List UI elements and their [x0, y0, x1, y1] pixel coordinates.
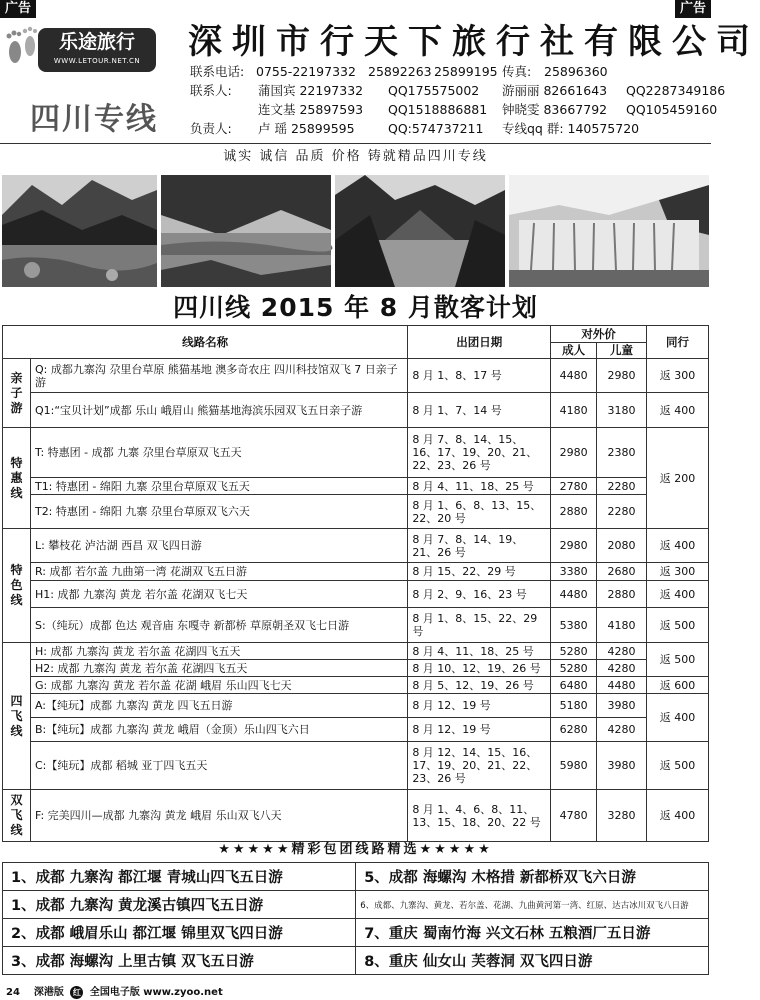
table-row — [3, 694, 709, 718]
adult-price: 5180 — [551, 694, 597, 718]
edition-badge-icon: 红 — [70, 986, 83, 999]
child-price: 2880 — [597, 581, 647, 608]
adult-price: 6480 — [551, 677, 597, 694]
table-row — [3, 718, 709, 742]
route-cell: H2: 成都 九寨沟 黄龙 若尔盖 花湖四飞五天 — [30, 660, 407, 677]
adult-price: 3380 — [551, 563, 597, 581]
route-cell: A:【纯玩】成都 九寨沟 黄龙 四飞五日游 — [30, 694, 407, 718]
route-cell: Q1:“宝贝计划”成都 乐山 峨眉山 熊猫基地海滨乐园双飞五日亲子游 — [30, 393, 407, 428]
category-cell: 双 飞 线 — [3, 790, 31, 842]
adult-price: 4480 — [551, 581, 597, 608]
adult-price: 4180 — [551, 393, 597, 428]
slogan: 诚实 诚信 品质 价格 铸就精品四川专线 — [223, 149, 488, 164]
peer-rebate: 返 200 — [647, 428, 709, 529]
peer-rebate: 返 500 — [647, 742, 709, 790]
table-row — [3, 581, 709, 608]
fax-number: 25896360 — [544, 64, 608, 79]
adult-price: 5280 — [551, 643, 597, 660]
peer-rebate: 返 300 — [647, 359, 709, 393]
category-cell: 亲 子 游 — [3, 359, 31, 428]
date-cell: 8 月 2、9、16、23 号 — [408, 581, 551, 608]
child-price: 4480 — [597, 677, 647, 694]
ad-label-right: 广告 — [675, 0, 711, 18]
child-price: 2980 — [597, 359, 647, 393]
adult-price: 5380 — [551, 608, 597, 643]
manager-qq: QQ:574737211 — [388, 121, 484, 136]
child-price: 3980 — [597, 742, 647, 790]
featured-row — [3, 947, 709, 975]
header-price: 对外价 — [551, 326, 647, 343]
category-cell: 四 飞 线 — [3, 643, 31, 790]
peer-rebate: 返 300 — [647, 563, 709, 581]
table-row — [3, 529, 709, 563]
date-cell: 8 月 7、8、14、19、21、26 号 — [408, 529, 551, 563]
child-price: 3280 — [597, 790, 647, 842]
peer-rebate: 返 400 — [647, 581, 709, 608]
contact-qq: QQ175575002 — [388, 83, 480, 98]
date-cell: 8 月 1、8、17 号 — [408, 359, 551, 393]
route-cell: L: 攀枝花 泸沽湖 西昌 双飞四日游 — [30, 529, 407, 563]
adult-price: 4780 — [551, 790, 597, 842]
date-cell: 8 月 4、11、18、25 号 — [408, 478, 551, 495]
route-cell: C:【纯玩】成都 稻城 亚丁四飞五天 — [30, 742, 407, 790]
manager-label: 负责人: — [190, 121, 232, 136]
date-cell: 8 月 1、4、6、8、11、13、15、18、20、22 号 — [408, 790, 551, 842]
logo-badge — [38, 28, 156, 72]
adult-price: 2780 — [551, 478, 597, 495]
featured-route: 1、成都 九寨沟 都江堰 青城山四飞五日游 — [3, 863, 356, 891]
child-price: 4180 — [597, 608, 647, 643]
table-row — [3, 742, 709, 790]
category-cell: 特 色 线 — [3, 529, 31, 643]
date-cell: 8 月 12、19 号 — [408, 694, 551, 718]
route-cell: F: 完美四川—成都 九寨沟 黄龙 峨眉 乐山双飞八天 — [30, 790, 407, 842]
peer-rebate: 返 500 — [647, 643, 709, 677]
adult-price: 4480 — [551, 359, 597, 393]
jiuzhai-lake-photo-1 — [2, 175, 157, 287]
child-price: 2280 — [597, 495, 647, 529]
featured-route: 6、成都、九寨沟、黄龙、若尔盖、花湖、九曲黄河第一湾、红原、达古冰川双飞八日游 — [356, 891, 709, 919]
table-row — [3, 677, 709, 694]
phone-number: 0755-22197332 — [256, 64, 356, 79]
featured-row — [3, 919, 709, 947]
waterfall-photo — [509, 175, 709, 287]
date-cell: 8 月 10、12、19、26 号 — [408, 660, 551, 677]
date-cell: 8 月 7、8、14、15、16、17、19、20、21、22、23、26 号 — [408, 428, 551, 478]
logo — [4, 22, 154, 72]
route-cell: T2: 特惠团 - 绵阳 九寨 尕里台草原双飞六天 — [30, 495, 407, 529]
phone-number-3: 25899195 — [434, 64, 498, 79]
table-row — [3, 478, 709, 495]
featured-row — [3, 891, 709, 919]
photo-strip — [0, 175, 711, 290]
table-row — [3, 359, 709, 393]
child-price: 2380 — [597, 428, 647, 478]
sichuan-line-title: 四川专线 — [30, 102, 158, 137]
fax-label: 传真: — [502, 64, 532, 79]
route-cell: S:（纯玩）成都 色达 观音庙 东嘎寺 新都桥 草原朝圣双飞七日游 — [30, 608, 407, 643]
table-row — [3, 660, 709, 677]
table-row — [3, 643, 709, 660]
date-cell: 8 月 1、6、8、13、15、22、20 号 — [408, 495, 551, 529]
route-cell: Q: 成都九寨沟 尕里台草原 熊猫基地 澳多奇农庄 四川科技馆双飞 7 日亲子游 — [30, 359, 407, 393]
peer-rebate: 返 500 — [647, 608, 709, 643]
table-row — [3, 608, 709, 643]
date-cell: 8 月 12、14、15、16、17、19、20、21、22、23、26 号 — [408, 742, 551, 790]
qq-group: 专线qq 群: 140575720 — [502, 121, 640, 136]
table-row — [3, 563, 709, 581]
featured-route: 1、成都 九寨沟 黄龙溪古镇四飞五日游 — [3, 891, 356, 919]
route-cell: G: 成都 九寨沟 黄龙 若尔盖 花湖 峨眉 乐山四飞七天 — [30, 677, 407, 694]
featured-route: 2、成都 峨眉乐山 都江堰 锦里双飞四日游 — [3, 919, 356, 947]
adult-price: 2980 — [551, 428, 597, 478]
phone-label: 联系电话: — [190, 64, 245, 79]
contact-qq-4: QQ105459160 — [626, 102, 718, 117]
contact-person-3: 连文基 25897593 — [258, 102, 364, 117]
table-row — [3, 428, 709, 478]
date-cell: 8 月 5、12、19、26 号 — [408, 677, 551, 694]
child-price: 2080 — [597, 529, 647, 563]
jiuzhai-lake-photo-3 — [335, 175, 505, 287]
edition-label: 深港版 — [33, 987, 64, 998]
featured-route: 5、成都 海螺沟 木格措 新都桥双飞六日游 — [356, 863, 709, 891]
child-price: 4280 — [597, 718, 647, 742]
page-number: 24 — [6, 987, 20, 998]
footer — [6, 983, 223, 999]
adult-price: 5280 — [551, 660, 597, 677]
header-date: 出团日期 — [408, 326, 551, 359]
route-cell: B:【纯玩】成都 九寨沟 黄龙 峨眉（金顶）乐山四飞六日 — [30, 718, 407, 742]
ad-label-left: 广告 — [0, 0, 36, 18]
contact-qq-3: QQ1518886881 — [388, 102, 488, 117]
header — [0, 0, 760, 144]
manager-name: 卢 瑶 25899595 — [258, 121, 355, 136]
child-price: 2680 — [597, 563, 647, 581]
peer-rebate: 返 600 — [647, 677, 709, 694]
featured-route: 3、成都 海螺沟 上里古镇 双飞五日游 — [3, 947, 356, 975]
featured-route: 8、重庆 仙女山 芙蓉洞 双飞四日游 — [356, 947, 709, 975]
route-cell: H: 成都 九寨沟 黄龙 若尔盖 花湖四飞五天 — [30, 643, 407, 660]
plan-table — [2, 325, 709, 842]
phone-number-2: 25892263 — [368, 64, 432, 79]
child-price: 4280 — [597, 660, 647, 677]
contact-person: 蒲国宾 22197332 — [258, 83, 364, 98]
contact-person-4: 钟晓雯 83667792 — [502, 102, 608, 117]
route-cell: T1: 特惠团 - 绵阳 九寨 尕里台草原双飞五天 — [30, 478, 407, 495]
date-cell: 8 月 1、8、15、22、29 号 — [408, 608, 551, 643]
company-name: 深圳市行天下旅行社有限公司 — [188, 22, 760, 62]
header-peer: 同行 — [647, 326, 709, 359]
featured-routes-title: ★★★★★精彩包团线路精选★★★★★ — [218, 842, 493, 857]
peer-rebate: 返 400 — [647, 694, 709, 742]
contact-person-label: 联系人: — [190, 83, 232, 98]
date-cell: 8 月 1、7、14 号 — [408, 393, 551, 428]
route-cell: H1: 成都 九寨沟 黄龙 若尔盖 花湖双飞七天 — [30, 581, 407, 608]
featured-route: 7、重庆 蜀南竹海 兴文石林 五粮酒厂五日游 — [356, 919, 709, 947]
peer-rebate: 返 400 — [647, 529, 709, 563]
child-price: 3180 — [597, 393, 647, 428]
child-price: 2280 — [597, 478, 647, 495]
jiuzhai-lake-photo-2 — [161, 175, 331, 287]
header-route: 线路名称 — [3, 326, 408, 359]
logo-url: WWW.LETOUR.NET.CN — [53, 57, 141, 65]
header-child: 儿童 — [597, 343, 647, 359]
plan-title: 四川线 2015 年 8 月散客计划 — [173, 293, 538, 322]
header-adult: 成人 — [551, 343, 597, 359]
logo-name: 乐途旅行 — [58, 31, 135, 53]
adult-price: 6280 — [551, 718, 597, 742]
route-cell: R: 成都 若尔盖 九曲第一湾 花湖双飞五日游 — [30, 563, 407, 581]
contact-qq-2: QQ2287349186 — [626, 83, 726, 98]
category-cell: 特 惠 线 — [3, 428, 31, 529]
footprint-icon — [4, 22, 40, 72]
peer-rebate: 返 400 — [647, 790, 709, 842]
date-cell: 8 月 12、19 号 — [408, 718, 551, 742]
adult-price: 5980 — [551, 742, 597, 790]
featured-routes-table — [2, 862, 709, 975]
table-row — [3, 495, 709, 529]
table-row — [3, 790, 709, 842]
peer-rebate: 返 400 — [647, 393, 709, 428]
contact-person-2: 游丽丽 82661643 — [502, 83, 608, 98]
child-price: 3980 — [597, 694, 647, 718]
date-cell: 8 月 15、22、29 号 — [408, 563, 551, 581]
adult-price: 2880 — [551, 495, 597, 529]
table-row — [3, 393, 709, 428]
featured-row — [3, 863, 709, 891]
child-price: 4280 — [597, 643, 647, 660]
adult-price: 2980 — [551, 529, 597, 563]
site-url: 全国电子版 www.zyoo.net — [89, 987, 223, 998]
route-cell: T: 特惠团 - 成都 九寨 尕里台草原双飞五天 — [30, 428, 407, 478]
date-cell: 8 月 4、11、18、25 号 — [408, 643, 551, 660]
